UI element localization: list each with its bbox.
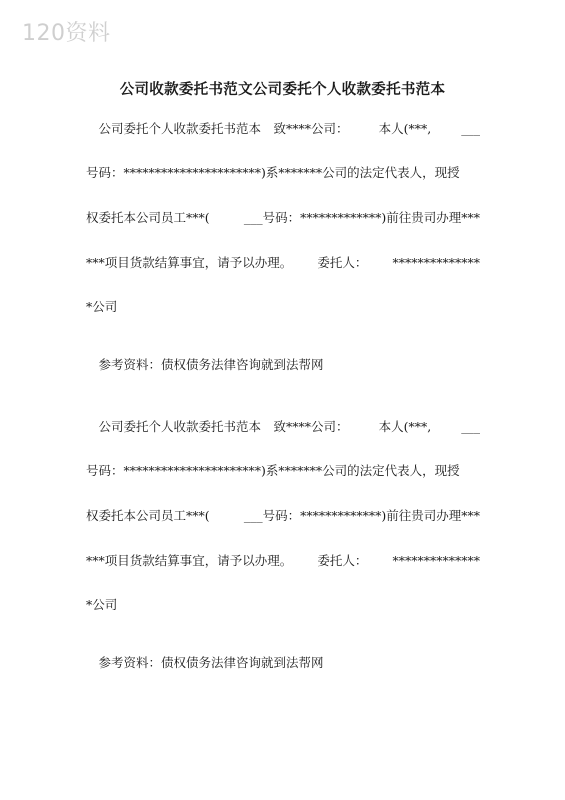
body-line xyxy=(86,463,480,479)
text-segment: 委托人： xyxy=(317,553,368,568)
text-segment: 权委托本公司员工***( xyxy=(86,508,210,523)
text-segment: ___号码：*************)前往贵司办理*** xyxy=(243,508,480,523)
body-line xyxy=(86,553,480,569)
watermark-logo: 120资料 xyxy=(22,21,111,46)
body-line xyxy=(86,165,480,181)
body-line xyxy=(86,508,480,524)
text-segment: 公司委托个人收款委托书范本 致****公司： xyxy=(86,121,349,136)
reference-line: 参考资料：债权债务法律咨询就到法帮网 xyxy=(86,655,324,670)
text-segment: 号码：**********************)系*******公司的法定代表人，现授 xyxy=(86,463,460,478)
text-segment: 委托人： xyxy=(317,255,368,270)
text-segment: 本人(***, xyxy=(378,419,432,434)
text-segment: 本人(***, xyxy=(378,121,432,136)
body-line xyxy=(86,597,480,613)
reference-line: 参考资料：债权债务法律咨询就到法帮网 xyxy=(86,357,324,372)
text-segment: ***项目货款结算事宜，请予以办理。 xyxy=(86,255,293,270)
text-segment: 公司委托个人收款委托书范本 致****公司： xyxy=(86,419,349,434)
text-segment: ___ xyxy=(461,419,480,434)
text-segment: 号码：**********************)系*******公司的法定代表人，现授 xyxy=(86,165,460,180)
text-segment: ************** xyxy=(392,553,480,568)
body-line xyxy=(86,255,480,271)
text-segment: *公司 xyxy=(86,299,118,314)
body-line xyxy=(86,419,480,435)
body-line xyxy=(86,299,480,315)
text-segment: ***项目货款结算事宜，请予以办理。 xyxy=(86,553,293,568)
body-line xyxy=(86,121,480,137)
text-segment: *公司 xyxy=(86,597,118,612)
text-segment: 权委托本公司员工***( xyxy=(86,210,210,225)
text-segment: ___ xyxy=(461,121,480,136)
text-segment: ___号码：*************)前往贵司办理*** xyxy=(243,210,480,225)
body-line xyxy=(86,210,480,226)
document-title: 公司收款委托书范文公司委托个人收款委托书范本 xyxy=(119,81,446,98)
text-segment: ************** xyxy=(392,255,480,270)
